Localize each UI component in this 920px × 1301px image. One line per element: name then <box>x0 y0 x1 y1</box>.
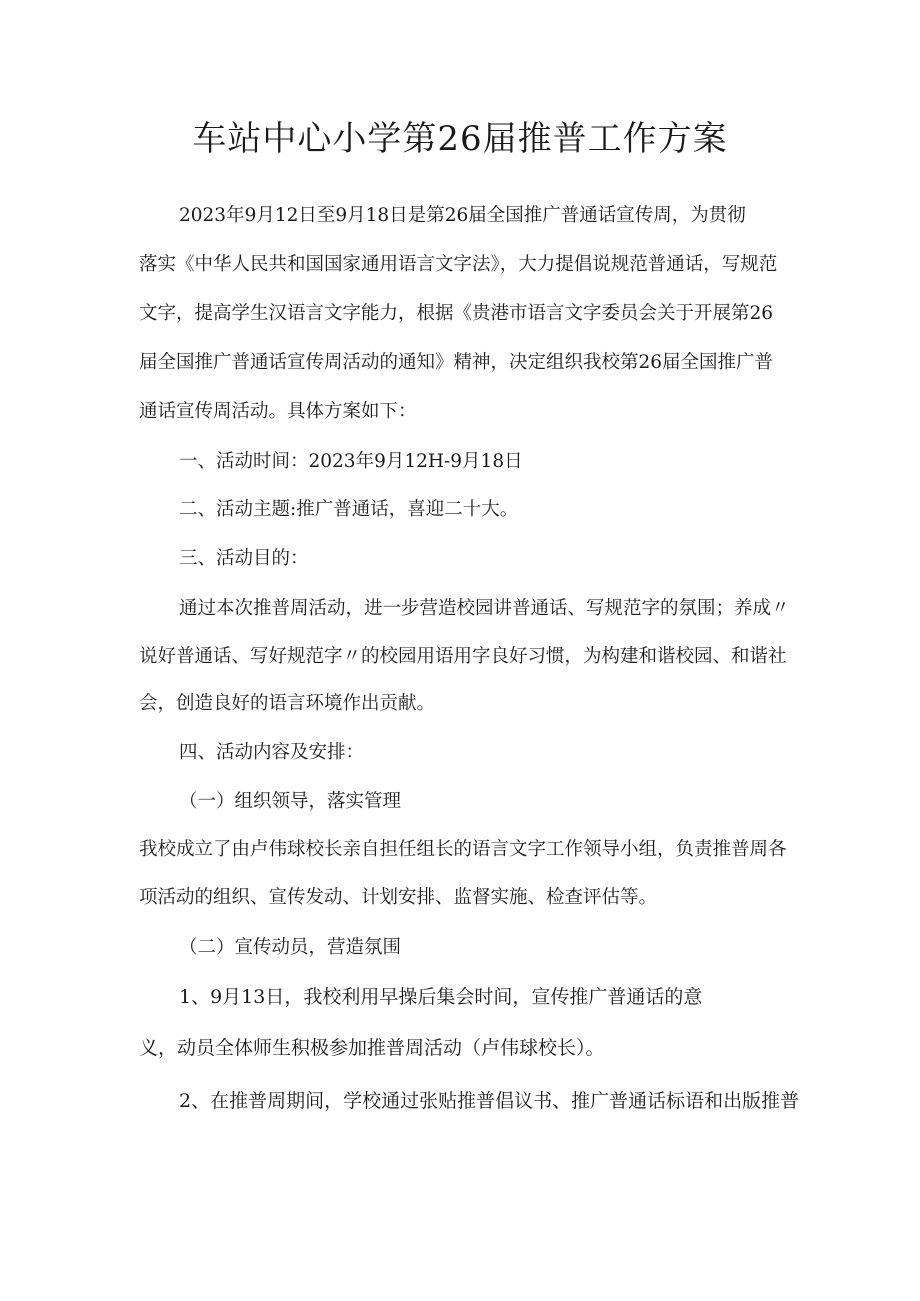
organization-line-1: 我校成立了由卢伟球校长亲自担任组长的语言文字工作领导小组，负责推普周各 <box>139 839 787 860</box>
purpose-line-3: 会，创造良好的语言环境作出贡献。 <box>139 693 436 714</box>
intro-line-2: 落实《中华人民共和国国家通用语言文字法》，大力提倡说规范普通话，写规范 <box>139 254 778 275</box>
publicity-item-1-line-2: 义，动员全体师生积极参加推普周活动（卢伟球校长）。 <box>139 1037 605 1059</box>
organization-line-2: 项活动的组织、宣传发动、计划安排、监督实施、检查评估等。 <box>139 887 658 908</box>
purpose-line-2: 说好普通话、写好规范字〃的校园用语用字良好习惯，为构建和谐校园、和谐社 <box>139 646 787 667</box>
intro-line-5: 通话宣传周活动。具体方案如下： <box>139 401 417 422</box>
publicity-item-2-line-1: 2、在推普周期间，学校通过张贴推普倡议书、推广普通话标语和出版推普 <box>179 1090 800 1112</box>
purpose-line-1: 通过本次推普周活动，进一步营造校园讲普通话、写规范字的氛围；养成〃 <box>179 598 790 619</box>
section-activity-purpose: 三、活动目的： <box>179 548 309 569</box>
document-title: 车站中心小学第26届推普工作方案 <box>192 119 728 159</box>
subsection-organization: （一）组织领导，落实管理 <box>179 791 402 812</box>
section-activity-content: 四、活动内容及安排： <box>179 742 365 763</box>
section-activity-theme: 二、活动主题:推广普通话，喜迎二十大。 <box>179 499 519 520</box>
section-activity-time: 一、活动时间：2023年9月12H-9月18日 <box>179 451 523 472</box>
intro-line-3: 文字，提高学生汉语言文字能力，根据《贵港市语言文字委员会关于开展第26 <box>139 303 774 324</box>
publicity-item-1-line-1: 1、9月13日，我校利用早操后集会时间，宣传推广普通话的意 <box>179 986 703 1008</box>
subsection-publicity: （二）宣传动员，营造氛围 <box>179 937 402 958</box>
intro-line-1: 2023年9月12日至9月18日是第26届全国推广普通话宣传周，为贯彻 <box>179 205 746 226</box>
intro-line-4: 届全国推广普通话宣传周活动的通知》精神，决定组织我校第26届全国推广普 <box>139 352 774 373</box>
